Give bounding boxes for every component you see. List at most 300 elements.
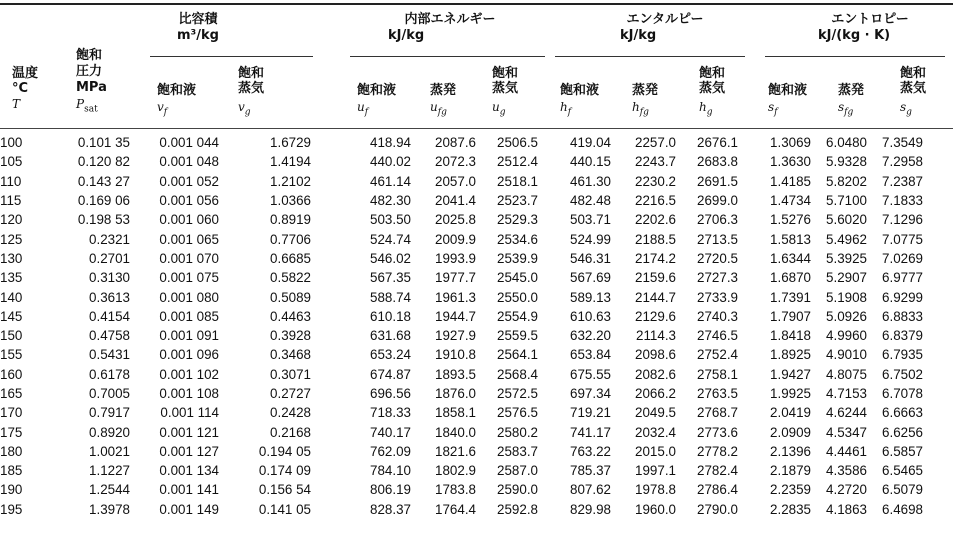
table-cell: 0.8920	[89, 424, 130, 440]
table-cell: 1997.1	[635, 463, 676, 479]
table-cell: 6.6256	[882, 424, 923, 440]
table-cell: 2032.4	[635, 424, 676, 440]
table-cell: 4.2720	[826, 482, 867, 498]
table-cell: 2568.4	[497, 366, 538, 382]
table-cell: 4.8075	[826, 366, 867, 382]
table-row	[0, 365, 923, 384]
table-cell: 105	[0, 154, 23, 170]
s-evap-label: 蒸発	[838, 83, 865, 98]
psat-label-line1: 飽和	[76, 48, 103, 63]
table-cell: 6.5465	[882, 463, 923, 479]
table-cell: 0.7005	[89, 386, 130, 401]
table-cell: 5.3925	[826, 250, 867, 266]
s-liquid-label: 飽和液	[768, 83, 808, 98]
table-cell: 440.02	[370, 154, 411, 170]
table-cell: 0.3130	[89, 270, 130, 286]
table-cell: 1.8925	[770, 347, 811, 363]
table-cell: 135	[0, 270, 23, 286]
s-vapor-label2: 蒸気	[900, 81, 927, 96]
table-cell: 155	[0, 347, 23, 363]
table-cell: 0.141 05	[258, 501, 311, 517]
table-cell: 2713.5	[697, 231, 738, 247]
table-cell: 1.0021	[89, 443, 130, 459]
table-cell: 6.9777	[882, 270, 923, 286]
table-cell: 1960.0	[635, 501, 676, 517]
table-cell: 806.19	[370, 482, 411, 498]
table-cell: 2733.9	[697, 289, 738, 305]
table-cell: 0.001 075	[159, 270, 219, 286]
psat-label-line2: 圧力	[76, 64, 103, 79]
table-cell: 0.001 102	[159, 366, 219, 382]
table-cell: 0.001 149	[159, 501, 219, 517]
table-cell: 0.6685	[270, 250, 311, 266]
table-cell: 2752.4	[697, 347, 738, 363]
table-cell: 2114.3	[636, 328, 676, 344]
table-cell: 2583.7	[497, 443, 538, 459]
table-cell: 1858.1	[435, 405, 476, 421]
table-cell: 461.30	[570, 173, 611, 189]
table-cell: 2230.2	[635, 173, 676, 189]
h-vapor-label1: 飽和	[699, 66, 726, 81]
table-cell: 2786.4	[697, 482, 738, 498]
h-liquid-label: 飽和液	[560, 83, 600, 98]
table-row	[0, 152, 923, 171]
table-cell: 2057.0	[435, 173, 476, 189]
table-cell: 2539.9	[497, 250, 538, 266]
table-row	[0, 345, 923, 364]
table-cell: 6.7502	[882, 366, 923, 382]
steam-data-table	[0, 133, 923, 519]
table-row	[0, 500, 923, 519]
table-cell: 2592.8	[497, 501, 538, 517]
table-cell: 0.101 35	[77, 135, 130, 151]
table-cell: 160	[0, 366, 23, 382]
table-cell: 195	[0, 501, 23, 517]
table-cell: 7.2387	[882, 173, 923, 189]
table-cell: 4.9010	[826, 347, 867, 363]
table-cell: 0.4154	[89, 308, 130, 324]
table-cell: 4.9960	[826, 328, 867, 344]
table-cell: 567.35	[370, 270, 411, 286]
psat-unit: MPa	[76, 80, 107, 95]
s-liquid-symbol: $s_f$	[768, 100, 778, 118]
table-cell: 610.63	[570, 308, 611, 324]
table-cell: 2159.6	[635, 270, 676, 286]
table-cell: 1.6344	[770, 250, 811, 266]
table-cell: 1893.5	[435, 366, 476, 382]
ie-liquid-label: 飽和液	[357, 83, 397, 98]
table-cell: 185	[0, 463, 23, 479]
sv-liquid-label: 飽和液	[157, 83, 197, 98]
table-cell: 0.001 060	[159, 212, 219, 228]
table-cell: 0.3928	[270, 328, 311, 344]
table-cell: 110	[0, 173, 22, 189]
table-cell: 1840.0	[435, 424, 476, 440]
sv-vapor-label1: 飽和	[238, 66, 265, 81]
table-cell: 2072.3	[435, 154, 476, 170]
table-row	[0, 249, 923, 268]
table-cell: 190	[0, 482, 23, 498]
table-cell: 2066.2	[635, 386, 676, 401]
table-cell: 0.3613	[89, 289, 130, 305]
temp-label: 温度	[12, 66, 39, 81]
table-cell: 2559.5	[497, 328, 538, 344]
table-cell: 2.1396	[770, 443, 811, 459]
table-cell: 546.02	[370, 250, 411, 266]
table-cell: 125	[0, 231, 23, 247]
sv-vapor-symbol: $v_g$	[238, 100, 251, 118]
table-cell: 1783.8	[435, 482, 476, 498]
table-cell: 0.001 091	[159, 328, 219, 344]
table-cell: 2523.7	[497, 193, 538, 209]
table-cell: 675.55	[570, 366, 611, 382]
table-cell: 2518.1	[497, 173, 538, 189]
table-cell: 6.9299	[882, 289, 923, 305]
table-cell: 6.0480	[826, 135, 867, 151]
table-cell: 2746.5	[697, 328, 738, 344]
table-cell: 1.3978	[89, 501, 130, 517]
table-cell: 1802.9	[435, 463, 476, 479]
table-row	[0, 442, 923, 461]
table-cell: 7.0269	[882, 250, 923, 266]
s-vapor-label1: 飽和	[900, 66, 927, 81]
sv-liquid-symbol: $v_f$	[157, 100, 168, 118]
table-cell: 7.1833	[882, 193, 923, 209]
table-cell: 2.1879	[770, 463, 811, 479]
s-vapor-symbol: $s_g$	[900, 100, 912, 118]
table-cell: 2768.7	[697, 405, 738, 421]
table-cell: 828.37	[370, 501, 411, 517]
table-cell: 4.6244	[826, 405, 867, 421]
table-cell: 653.84	[570, 347, 611, 363]
table-cell: 1.7907	[770, 308, 811, 324]
table-cell: 719.21	[570, 405, 611, 421]
table-cell: 1.2544	[89, 482, 130, 498]
entropy-unit: kJ/(kg · K)	[818, 28, 891, 43]
table-cell: 2529.3	[497, 212, 538, 228]
table-cell: 4.1863	[826, 501, 867, 517]
ie-evap-symbol: $u_{fg}$	[430, 100, 447, 118]
table-cell: 4.4461	[826, 443, 867, 459]
table-cell: 440.15	[570, 154, 611, 170]
table-cell: 5.7100	[826, 193, 867, 209]
table-cell: 589.13	[570, 289, 611, 305]
table-cell: 2009.9	[435, 231, 476, 247]
table-cell: 2720.5	[697, 250, 738, 266]
ie-vapor-label1: 飽和	[492, 66, 519, 81]
table-cell: 2727.3	[697, 270, 738, 286]
table-cell: 2758.1	[697, 366, 738, 382]
table-cell: 2572.5	[497, 386, 538, 401]
table-cell: 2174.2	[635, 250, 676, 266]
table-cell: 1.2102	[270, 173, 311, 189]
table-cell: 150	[0, 328, 23, 344]
table-cell: 6.7078	[882, 386, 923, 401]
table-cell: 762.09	[370, 443, 411, 459]
table-body	[0, 133, 923, 519]
table-cell: 1.6729	[270, 135, 311, 151]
table-cell: 546.31	[570, 250, 611, 266]
table-cell: 741.17	[570, 424, 611, 440]
table-cell: 0.156 54	[258, 482, 311, 498]
table-cell: 740.17	[370, 424, 411, 440]
table-cell: 5.1908	[826, 289, 867, 305]
table-cell: 5.6020	[826, 212, 867, 228]
table-cell: 2554.9	[497, 308, 538, 324]
table-cell: 1.3630	[770, 154, 811, 170]
table-cell: 2699.0	[697, 193, 738, 209]
table-cell: 0.001 096	[159, 347, 219, 363]
table-cell: 1821.6	[435, 443, 476, 459]
table-cell: 2564.1	[497, 347, 538, 363]
table-cell: 0.001 070	[159, 250, 219, 266]
table-cell: 0.169 06	[77, 193, 130, 209]
table-cell: 140	[0, 289, 23, 305]
table-cell: 5.8202	[826, 173, 867, 189]
table-cell: 2.0909	[770, 424, 811, 440]
table-cell: 0.143 27	[77, 173, 130, 189]
table-cell: 2.0419	[770, 405, 811, 421]
table-cell: 0.2428	[270, 405, 311, 421]
table-cell: 175	[0, 424, 23, 440]
table-cell: 2041.4	[435, 193, 476, 209]
table-cell: 1.3069	[770, 135, 811, 151]
h-vapor-symbol: $h_g$	[699, 100, 713, 118]
table-cell: 503.50	[370, 212, 411, 228]
ie-liquid-symbol: $u_f$	[357, 100, 369, 118]
table-cell: 2691.5	[697, 173, 738, 189]
table-cell: 2740.3	[697, 308, 738, 324]
table-cell: 2580.2	[497, 424, 538, 440]
temp-symbol: T	[12, 97, 21, 111]
table-cell: 1.4185	[770, 173, 811, 189]
table-cell: 1.4194	[270, 154, 311, 170]
table-cell: 6.8379	[882, 328, 923, 344]
internal-energy-title: 内部エネルギー	[404, 12, 496, 27]
table-cell: 6.5079	[882, 482, 923, 498]
enthalpy-rule	[555, 56, 745, 57]
table-cell: 1.9427	[770, 366, 811, 382]
table-cell: 2590.0	[497, 482, 538, 498]
table-cell: 718.33	[370, 405, 411, 421]
table-cell: 170	[0, 405, 23, 421]
table-cell: 1.1227	[89, 463, 130, 479]
table-cell: 1977.7	[435, 270, 476, 286]
table-cell: 2545.0	[497, 270, 538, 286]
table-cell: 6.6663	[882, 405, 923, 421]
table-cell: 763.22	[570, 443, 611, 459]
table-row	[0, 268, 923, 287]
table-cell: 0.2321	[89, 231, 130, 247]
table-cell: 0.4758	[89, 328, 130, 344]
entropy-rule	[765, 56, 945, 57]
header-bottom-rule	[0, 128, 953, 129]
table-cell: 2676.1	[697, 135, 738, 151]
table-cell: 2512.4	[497, 154, 538, 170]
enthalpy-title: エンタルピー	[626, 12, 704, 27]
specific-volume-unit: m³/kg	[177, 28, 219, 43]
h-vapor-label2: 蒸気	[699, 81, 726, 96]
table-cell: 0.001 108	[159, 386, 219, 401]
table-row	[0, 191, 923, 210]
table-cell: 1.5276	[770, 212, 811, 228]
table-cell: 0.5089	[270, 289, 311, 305]
table-cell: 6.4698	[882, 501, 923, 517]
table-cell: 2778.2	[697, 443, 738, 459]
table-cell: 0.194 05	[258, 443, 311, 459]
table-cell: 2129.6	[635, 308, 676, 324]
specific-volume-title: 比容積	[178, 12, 218, 27]
table-cell: 0.001 127	[159, 443, 219, 459]
table-cell: 2144.7	[635, 289, 676, 305]
table-cell: 0.001 085	[159, 308, 219, 324]
table-cell: 1.5813	[770, 231, 811, 247]
table-cell: 1.6870	[770, 270, 811, 286]
table-cell: 7.1296	[882, 212, 923, 228]
table-cell: 461.14	[370, 173, 411, 189]
table-cell: 0.001 134	[159, 463, 219, 479]
table-cell: 0.3071	[270, 366, 311, 382]
table-cell: 674.87	[370, 366, 411, 382]
table-row	[0, 480, 923, 499]
table-cell: 5.2907	[826, 270, 867, 286]
table-cell: 1978.8	[635, 482, 676, 498]
table-cell: 6.5857	[882, 443, 923, 459]
table-cell: 567.69	[570, 270, 611, 286]
table-cell: 5.4962	[826, 231, 867, 247]
table-cell: 0.198 53	[77, 212, 130, 228]
table-cell: 0.3468	[270, 347, 311, 363]
table-cell: 0.001 044	[159, 135, 219, 151]
table-cell: 6.8833	[882, 308, 923, 324]
table-cell: 6.7935	[882, 347, 923, 363]
table-cell: 2087.6	[435, 135, 476, 151]
internal-energy-rule	[350, 56, 545, 57]
table-cell: 7.0775	[882, 231, 923, 247]
h-evap-label: 蒸発	[632, 83, 659, 98]
table-cell: 785.37	[570, 463, 611, 479]
table-cell: 610.18	[370, 308, 411, 324]
table-cell: 2.2835	[770, 501, 811, 517]
table-cell: 588.74	[370, 289, 411, 305]
table-cell: 2082.6	[635, 366, 676, 382]
table-row	[0, 403, 923, 422]
table-cell: 697.34	[570, 386, 611, 401]
table-cell: 2773.6	[697, 424, 738, 440]
table-cell: 2587.0	[497, 463, 538, 479]
table-cell: 2706.3	[697, 212, 738, 228]
top-rule	[0, 3, 953, 5]
table-cell: 1993.9	[435, 250, 476, 266]
table-cell: 1.0366	[270, 193, 311, 209]
table-cell: 0.5822	[270, 270, 311, 286]
table-row	[0, 461, 923, 480]
table-cell: 130	[0, 250, 23, 266]
table-cell: 653.24	[370, 347, 411, 363]
table-cell: 4.5347	[826, 424, 867, 440]
table-cell: 2506.5	[497, 135, 538, 151]
table-cell: 0.2701	[89, 250, 130, 266]
table-cell: 2782.4	[697, 463, 738, 479]
table-cell: 419.04	[570, 135, 611, 151]
table-cell: 5.0926	[826, 308, 867, 324]
h-evap-symbol: $h_{fg}$	[632, 100, 649, 118]
table-cell: 0.7917	[89, 405, 130, 421]
table-cell: 524.99	[570, 231, 611, 247]
table-cell: 1927.9	[435, 328, 476, 344]
table-cell: 0.8919	[270, 212, 311, 228]
table-cell: 0.174 09	[258, 463, 311, 479]
table-cell: 0.5431	[89, 347, 130, 363]
table-cell: 1961.3	[435, 289, 476, 305]
table-cell: 631.68	[370, 328, 411, 344]
table-cell: 1.7391	[770, 289, 811, 305]
internal-energy-unit: kJ/kg	[388, 28, 425, 43]
table-cell: 2188.5	[635, 231, 676, 247]
table-cell: 632.20	[570, 328, 611, 344]
table-cell: 7.2958	[882, 154, 923, 170]
table-row	[0, 422, 923, 441]
table-cell: 784.10	[370, 463, 411, 479]
table-cell: 524.74	[370, 231, 411, 247]
table-cell: 2216.5	[635, 193, 676, 209]
table-row	[0, 384, 923, 403]
table-cell: 2202.6	[635, 212, 676, 228]
table-cell: 0.001 141	[159, 482, 219, 498]
table-cell: 0.001 114	[160, 405, 219, 421]
table-cell: 0.001 080	[159, 289, 219, 305]
table-cell: 2576.5	[497, 405, 538, 421]
table-row	[0, 307, 923, 326]
h-liquid-symbol: $h_f$	[560, 100, 572, 118]
table-row	[0, 172, 923, 191]
table-cell: 2763.5	[697, 386, 738, 401]
ie-vapor-symbol: $u_g$	[492, 100, 506, 118]
table-cell: 145	[0, 308, 23, 324]
table-cell: 4.7153	[826, 386, 867, 401]
table-cell: 1910.8	[435, 347, 476, 363]
table-cell: 2683.8	[697, 154, 738, 170]
specific-volume-rule	[150, 56, 313, 57]
s-evap-symbol: $s_{fg}$	[838, 100, 854, 118]
table-cell: 0.001 121	[159, 424, 219, 440]
table-cell: 100	[0, 135, 23, 151]
table-cell: 2534.6	[497, 231, 538, 247]
table-row	[0, 287, 923, 306]
table-cell: 2015.0	[635, 443, 676, 459]
table-cell: 2243.7	[635, 154, 676, 170]
table-row	[0, 133, 923, 152]
table-cell: 1876.0	[435, 386, 476, 401]
table-cell: 1.8418	[770, 328, 811, 344]
table-cell: 418.94	[370, 135, 411, 151]
table-cell: 2257.0	[635, 135, 676, 151]
ie-evap-label: 蒸発	[430, 83, 457, 98]
table-cell: 5.9328	[826, 154, 867, 170]
table-cell: 2550.0	[497, 289, 538, 305]
table-cell: 807.62	[570, 482, 611, 498]
table-cell: 503.71	[570, 212, 611, 228]
table-cell: 7.3549	[882, 135, 923, 151]
sv-vapor-label2: 蒸気	[238, 81, 265, 96]
table-cell: 2.2359	[770, 482, 811, 498]
entropy-title: エントロピー	[831, 12, 909, 27]
table-cell: 1.4734	[770, 193, 811, 209]
table-cell: 165	[0, 386, 23, 401]
table-cell: 2790.0	[697, 501, 738, 517]
table-cell: 2098.6	[635, 347, 676, 363]
table-cell: 0.001 052	[159, 173, 219, 189]
